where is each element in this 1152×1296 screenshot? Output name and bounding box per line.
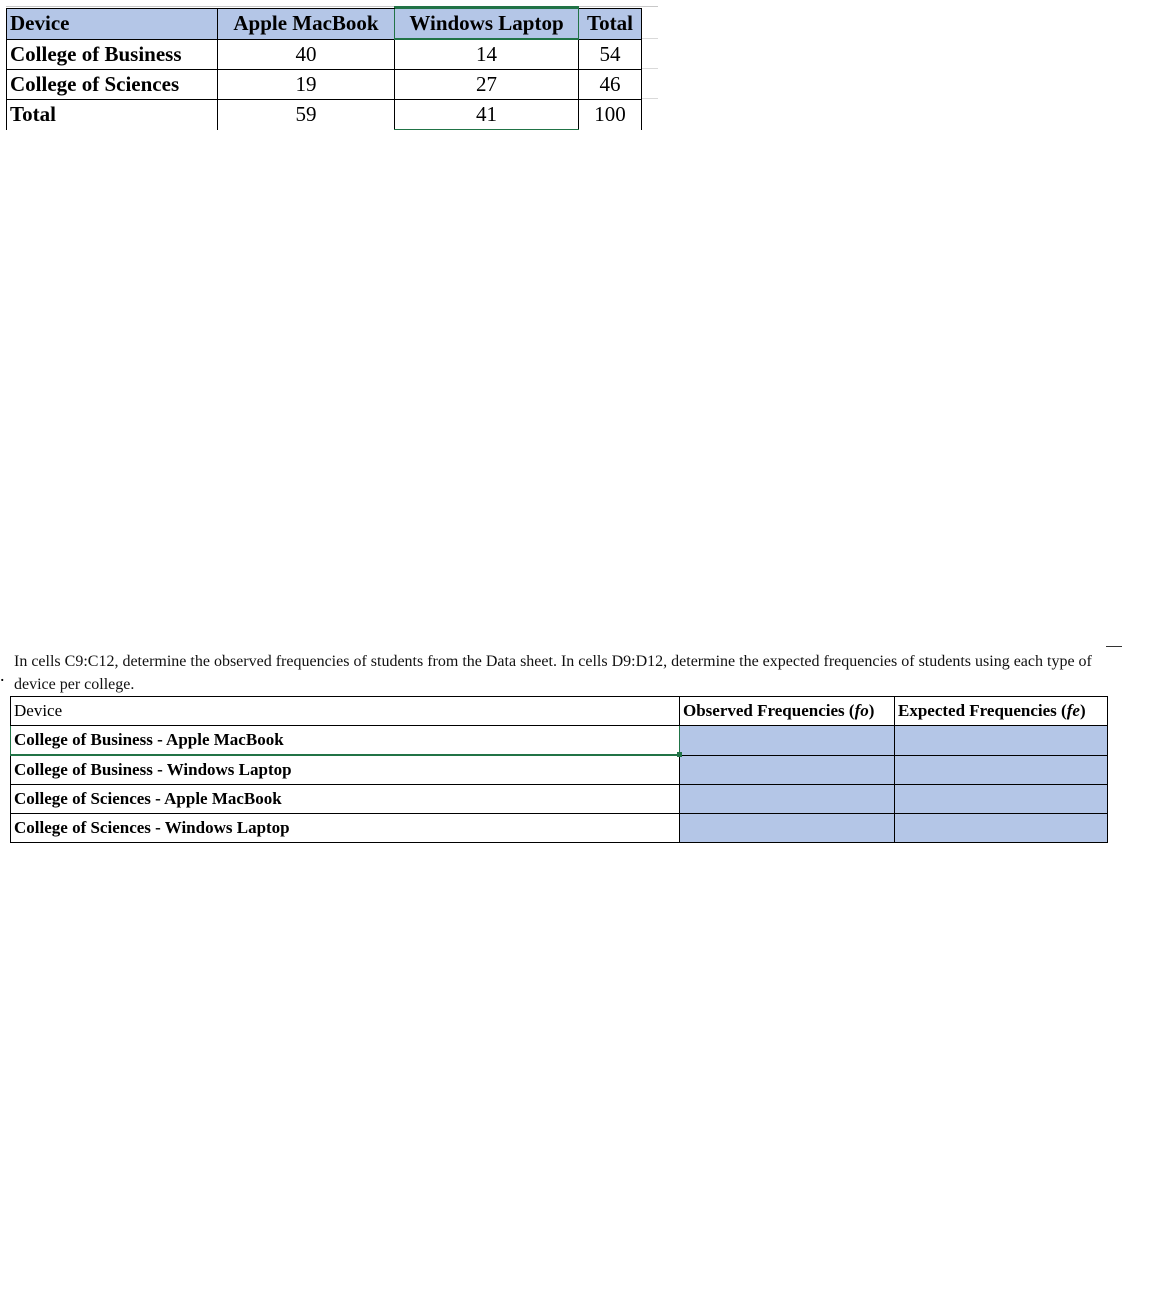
cell-sciences-total[interactable]: 46 [579, 70, 642, 100]
header-cell-observed-frequencies[interactable] [680, 697, 895, 726]
expected-symbol: fe [1066, 701, 1080, 720]
contingency-row-total [7, 100, 642, 130]
header-cell-expected-frequencies[interactable] [895, 697, 1108, 726]
row-label-total[interactable]: Total [7, 100, 218, 130]
frequency-row [11, 814, 1108, 843]
observed-cell-business-windows[interactable] [680, 755, 895, 785]
observed-cell-business-apple[interactable] [680, 726, 895, 756]
row-label-college-of-sciences[interactable]: College of Sciences [7, 70, 218, 100]
frequency-row [11, 726, 1108, 756]
observed-header-prefix: Observed Frequencies ( [683, 701, 855, 720]
contingency-table-container [6, 8, 642, 130]
header-cell-windows-laptop[interactable]: Windows Laptop [395, 9, 579, 40]
gridline [642, 38, 658, 39]
expected-cell-business-windows[interactable] [895, 755, 1108, 785]
header-cell-device[interactable]: Device [11, 697, 680, 726]
expected-header-suffix: ) [1079, 701, 1086, 720]
header-cell-apple-macbook[interactable]: Apple MacBook [218, 9, 395, 40]
header-cell-device[interactable]: Device [7, 9, 218, 40]
cell-business-apple[interactable]: 40 [218, 39, 395, 70]
expected-cell-sciences-apple[interactable] [895, 785, 1108, 814]
contingency-row-sciences [7, 70, 642, 100]
row-label-business-apple[interactable]: College of Business - Apple MacBook [11, 726, 680, 756]
expected-header-prefix: Expected Frequencies ( [898, 701, 1067, 720]
observed-cell-sciences-apple[interactable] [680, 785, 895, 814]
cell-total-apple[interactable]: 59 [218, 100, 395, 130]
observed-symbol: fo [854, 701, 869, 720]
cell-sciences-apple[interactable]: 19 [218, 70, 395, 100]
list-marker: . [0, 665, 5, 685]
cell-sciences-windows[interactable]: 27 [395, 70, 579, 100]
row-label-business-windows[interactable]: College of Business - Windows Laptop [11, 755, 680, 785]
frequency-table-container [10, 696, 1108, 843]
header-cell-total[interactable]: Total [579, 9, 642, 40]
divider-mark [1106, 646, 1122, 647]
cell-total-total[interactable]: 100 [579, 100, 642, 130]
frequency-header-row [11, 697, 1108, 726]
row-label-sciences-apple[interactable]: College of Sciences - Apple MacBook [11, 785, 680, 814]
frequency-row [11, 755, 1108, 785]
contingency-row-business [7, 39, 642, 70]
contingency-header-row [7, 9, 642, 40]
row-label-sciences-windows[interactable]: College of Sciences - Windows Laptop [11, 814, 680, 843]
instruction-text: In cells C9:C12, determine the observed frequencies of students from the Data sheet. In cells D9:D12, determine the expected frequencies of students using each type of device per college. [14, 653, 1092, 693]
frequency-table [10, 696, 1108, 843]
fill-handle[interactable] [677, 752, 682, 757]
gridline [642, 98, 658, 99]
observed-cell-sciences-windows[interactable] [680, 814, 895, 843]
frequency-row [11, 785, 1108, 814]
cell-total-windows[interactable]: 41 [395, 100, 579, 130]
cell-business-windows[interactable]: 14 [395, 39, 579, 70]
gridline [642, 68, 658, 69]
contingency-table [6, 8, 642, 130]
observed-header-suffix: ) [868, 701, 875, 720]
expected-cell-business-apple[interactable] [895, 726, 1108, 756]
row-label-college-of-business[interactable]: College of Business [7, 39, 218, 70]
cell-business-total[interactable]: 54 [579, 39, 642, 70]
expected-cell-sciences-windows[interactable] [895, 814, 1108, 843]
